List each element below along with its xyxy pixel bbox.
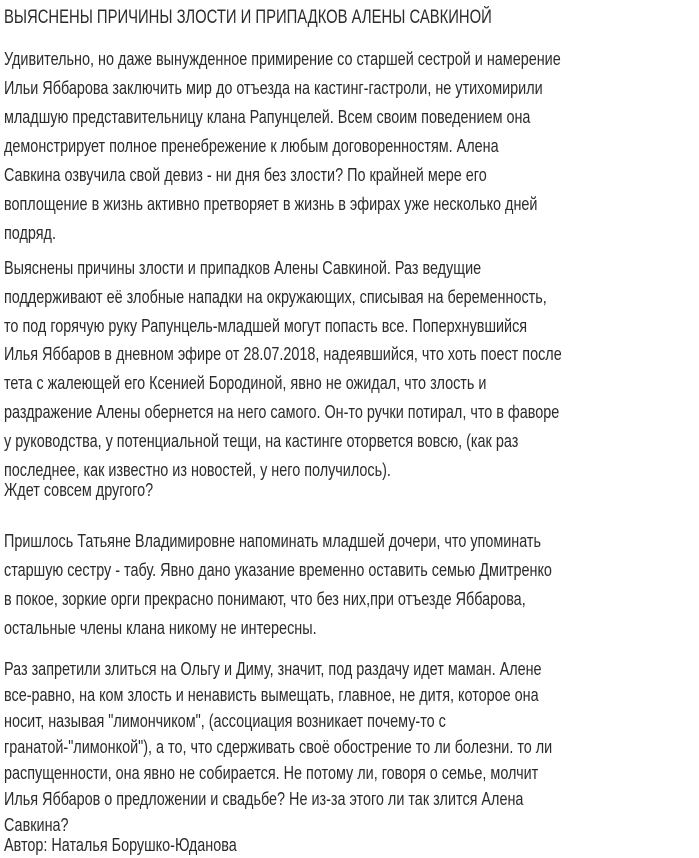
paragraph-line: младшую представительницу клана Рапунцелей. Всем своим поведением она xyxy=(4,107,531,127)
paragraph-line: воплощение в жизнь активно претворяет в жизнь в эфирах уже несколько дней xyxy=(4,194,538,214)
paragraph-line: носит, называя "лимончиком", (ассоциация возникает почему-то с xyxy=(4,711,446,731)
paragraph-line: в покое, зоркие орги прекрасно понимают, что без них,при отъезде Яббарова, xyxy=(4,589,526,609)
paragraph-line: Пришлось Татьяне Владимировне напоминать младшей дочери, что упоминать xyxy=(4,531,542,551)
paragraph-line: подряд. xyxy=(4,223,56,243)
paragraph-line: распущенности, она явно не собирается. Не потому ли, говоря о семье, молчит xyxy=(4,763,539,783)
paragraph-line: Илья Яббаров о предложении и свадьбе? Не из-за этого ли так злится Алена xyxy=(4,789,524,809)
paragraph-line: гранатой-"лимонкой"), а то, что сдерживать своё обострение то ли болезни. то ли xyxy=(4,737,553,757)
paragraph-line: демонстрирует полное пренебрежение к любым договоренностям. Алена xyxy=(4,136,499,156)
paragraph-line: раздражение Алены обернется на него самого. Он-то ручки потирал, что в фаворе xyxy=(4,402,560,422)
paragraph-line: Раз запретили злиться на Ольгу и Диму, значит, под раздачу идет маман. Алене xyxy=(4,659,542,679)
paragraph-line: все-равно, на ком злость и ненависть вымещать, главное, не дитя, которое она xyxy=(4,685,539,705)
paragraph-line: Ильи Яббарова заключить мир до отъезда на кастинг-гастроли, не утихомирили xyxy=(4,78,543,98)
paragraph-line: поддерживают её злобные нападки на окружающих, списывая на беременность, xyxy=(4,286,547,307)
article-author: Автор: Наталья Борушко-Юданова xyxy=(4,835,237,855)
paragraph-line: Илья Яббаров в дневном эфире от 28.07.2018, надеявшийся, что хоть поест после xyxy=(4,344,562,365)
paragraph-line: тета с жалеющей его Ксенией Бородиной, явно не ожидал, что злость и xyxy=(4,373,487,394)
article-title: ВЫЯСНЕНЫ ПРИЧИНЫ ЗЛОСТИ И ПРИПАДКОВ АЛЕНЫ САВКИНОЙ xyxy=(4,7,492,28)
paragraph-line: остальные члены клана никому не интересны. xyxy=(4,618,317,638)
paragraph-line: Удивительно, но даже вынужденное примирение со старшей сестрой и намерение xyxy=(4,49,561,69)
paragraph-line: у руководства, у потенциальной тещи, на кастинге оторвется вовсю, (как раз xyxy=(4,430,519,451)
paragraph-line: последнее, как известно из новостей, у него получилось). xyxy=(4,459,391,480)
paragraph-line: Ждет совсем другого? xyxy=(4,480,154,500)
paragraph-line: старшую сестру - табу. Явно дано указание временно оставить семью Дмитренко xyxy=(4,560,552,580)
paragraph-line: Савкина? xyxy=(4,815,69,835)
paragraph-line: Выяснены причины злости и припадков Алены Савкиной. Раз ведущие xyxy=(4,258,482,278)
paragraph-line: то под горячую руку Рапунцель-младшей могут попасть все. Поперхнувшийся xyxy=(4,315,528,336)
paragraph-line: Савкина озвучила свой девиз - ни дня без злости? По крайней мере его xyxy=(4,165,487,185)
